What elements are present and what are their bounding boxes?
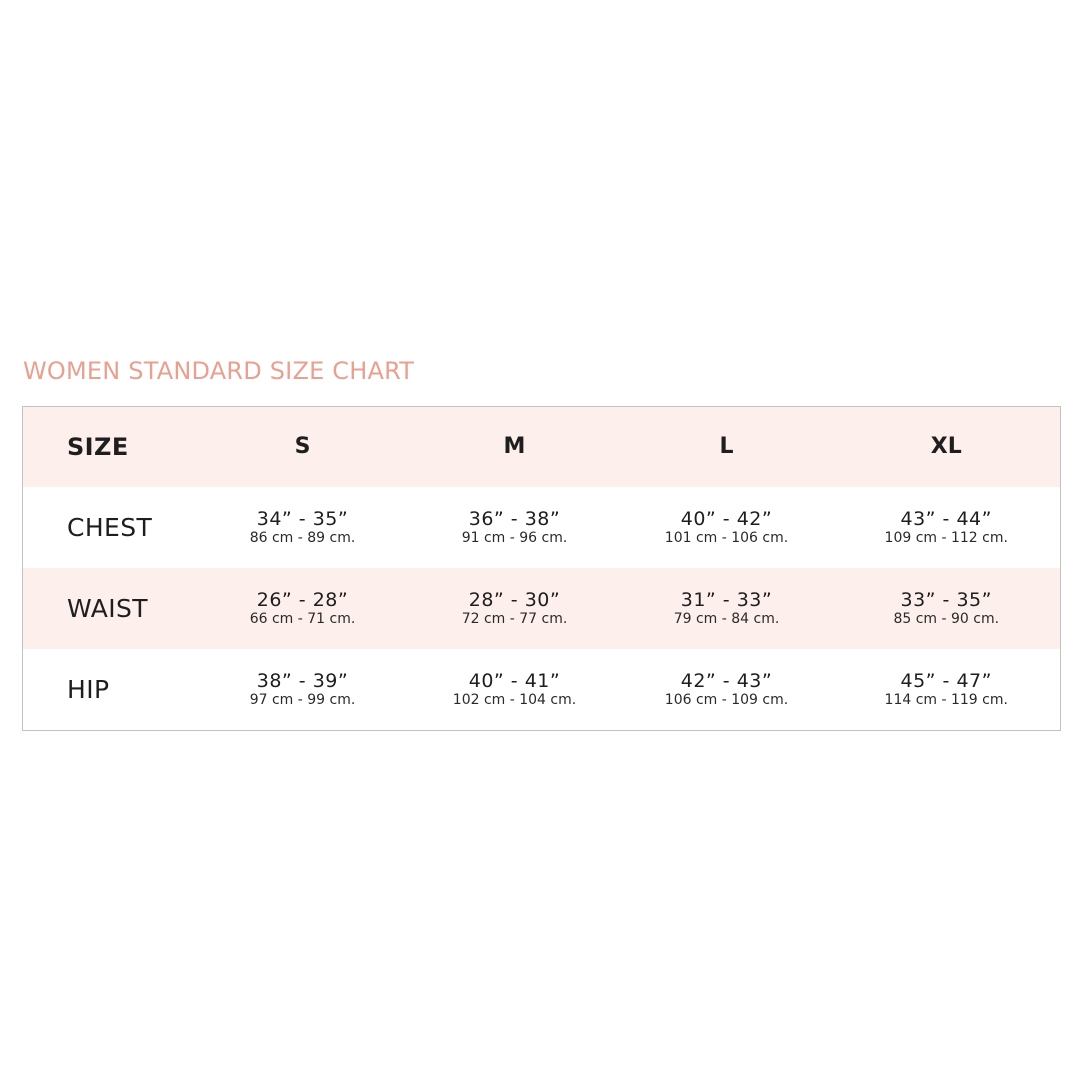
inch-range: 45” - 47”: [900, 670, 992, 693]
cell-hip-s: [197, 649, 409, 730]
cm-range: 102 cm - 104 cm.: [452, 692, 577, 709]
cell-hip-m: [409, 649, 621, 730]
cm-range: 109 cm - 112 cm.: [884, 529, 1008, 546]
cell-waist-l: [621, 568, 833, 649]
inch-range: 34” - 35”: [256, 507, 349, 530]
cell-waist-xl: [833, 568, 1061, 649]
size-header-s: S: [197, 407, 409, 487]
size-header-m: M: [409, 407, 621, 487]
inch-range: 33” - 35”: [900, 588, 992, 611]
row-label-chest: CHEST: [67, 512, 153, 542]
inch-range: 40” - 42”: [680, 507, 773, 530]
cell-waist-m: [409, 568, 621, 649]
row-label-hip: HIP: [67, 675, 110, 705]
cm-range: 97 cm - 99 cm.: [249, 692, 356, 709]
cm-range: 114 cm - 119 cm.: [884, 692, 1008, 709]
cell-chest-l: [621, 487, 833, 568]
inch-range: 43” - 44”: [900, 507, 992, 530]
cell-chest-s: [197, 487, 409, 568]
cm-range: 106 cm - 109 cm.: [664, 692, 789, 709]
size-column-header: SIZE: [23, 407, 197, 487]
cm-range: 85 cm - 90 cm.: [893, 610, 1000, 627]
cm-range: 91 cm - 96 cm.: [461, 529, 568, 546]
inch-range: 40” - 41”: [468, 670, 561, 693]
cm-range: 72 cm - 77 cm.: [461, 610, 568, 627]
inch-range: 38” - 39”: [256, 670, 349, 693]
chart-title: WOMEN STANDARD SIZE CHART: [23, 357, 415, 385]
cm-range: 101 cm - 106 cm.: [664, 529, 789, 546]
table-row-chest: [23, 487, 1061, 568]
inch-range: 36” - 38”: [468, 507, 561, 530]
cell-waist-s: [197, 568, 409, 649]
size-header-l: L: [621, 407, 833, 487]
inch-range: 31” - 33”: [680, 588, 773, 611]
table-row-hip: [23, 649, 1061, 730]
inch-range: 42” - 43”: [680, 670, 773, 693]
size-chart-table: [22, 406, 1061, 731]
cell-chest-xl: [833, 487, 1061, 568]
cm-range: 66 cm - 71 cm.: [249, 610, 356, 627]
cell-chest-m: [409, 487, 621, 568]
table-row-waist: [23, 568, 1061, 649]
cell-hip-xl: [833, 649, 1061, 730]
inch-range: 26” - 28”: [256, 588, 349, 611]
header-row: [23, 407, 1061, 487]
size-header-xl: XL: [833, 407, 1061, 487]
cell-hip-l: [621, 649, 833, 730]
cm-range: 86 cm - 89 cm.: [249, 529, 356, 546]
row-label-waist: WAIST: [23, 568, 197, 649]
inch-range: 28” - 30”: [468, 588, 561, 611]
cm-range: 79 cm - 84 cm.: [673, 610, 780, 627]
